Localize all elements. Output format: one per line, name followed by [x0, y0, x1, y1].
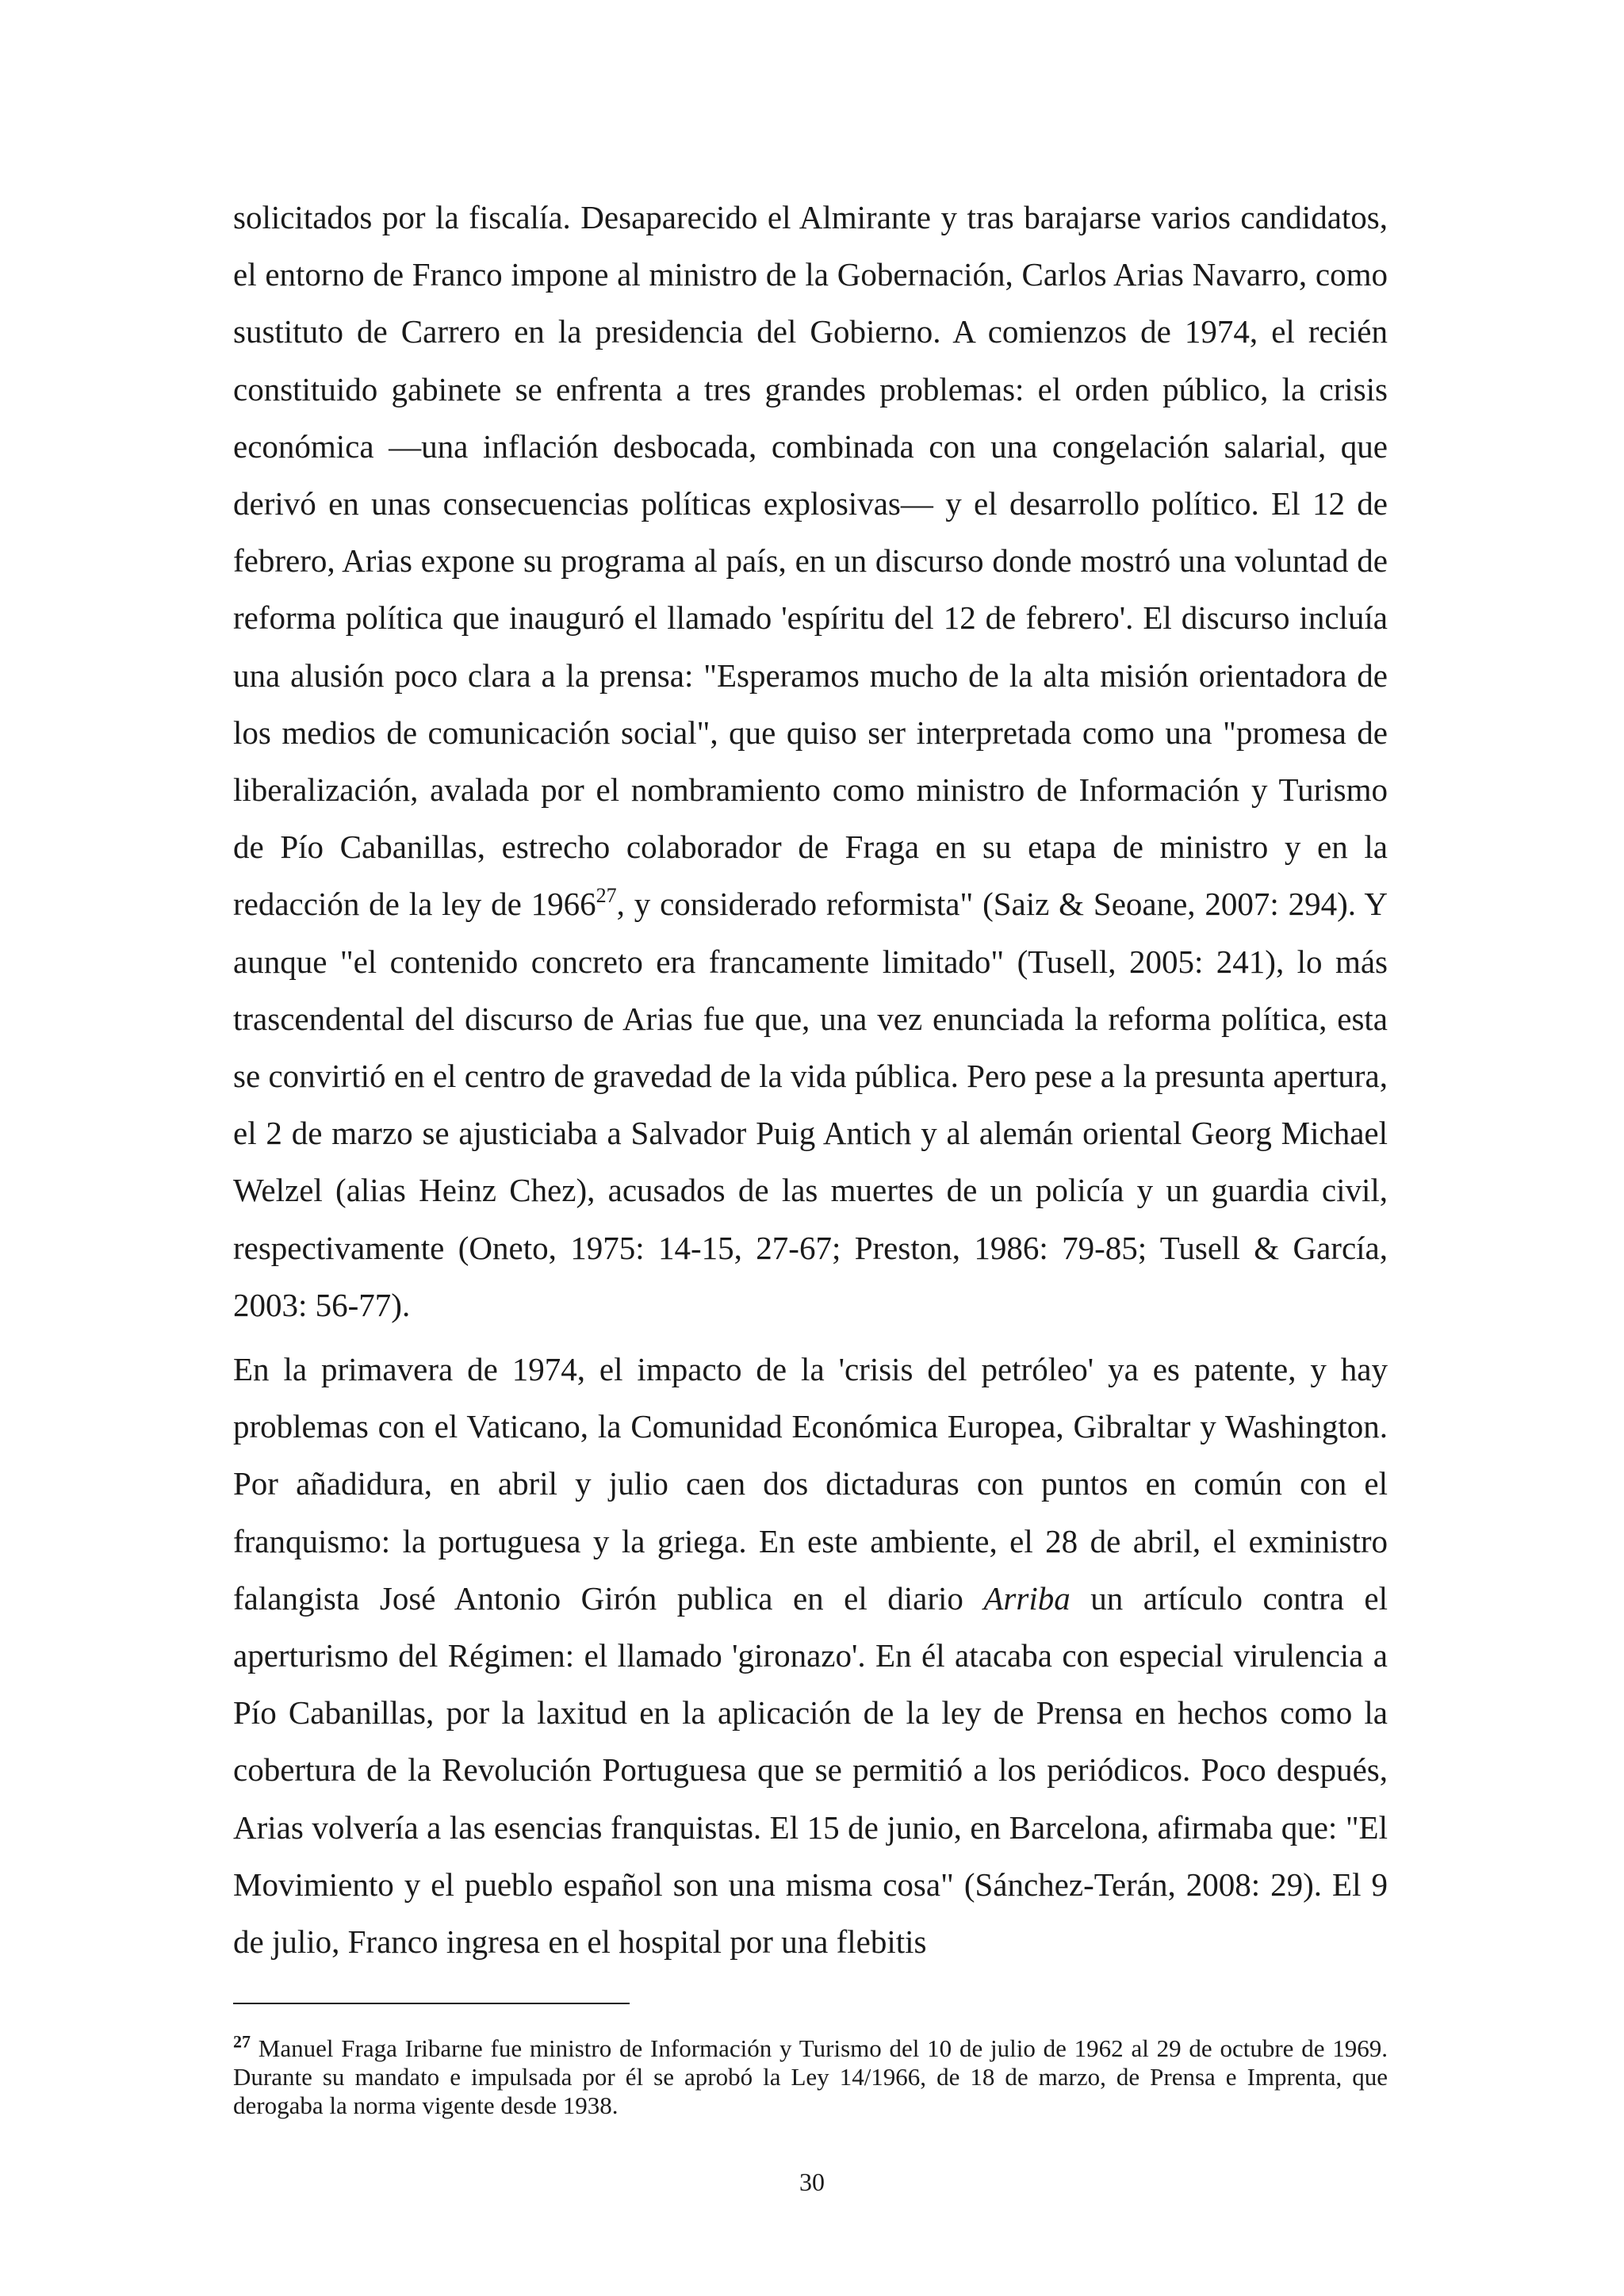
paragraph-text: un artículo contra el aperturismo del Régimen: el llamado 'gironazo'. En él atacaba con especial virulencia a Pío Cabanillas, por la laxitud en la aplicación de la ley de Prensa en hechos como la cobertura de la Revolución Portuguesa que se permitió a los periódicos. Poco después, Arias volvería a las esencias franquistas. El 15 de junio, en Barcelona, afirmaba que: "El Movimiento y el pueblo español son una misma cosa" (Sánchez-Terán, 2008: 29). El 9 de julio, Franco ingresa en el hospital por una flebitis: [233, 1579, 1388, 1961]
footnote-separator: [233, 2003, 630, 2004]
footnote-number: 27: [233, 2031, 251, 2052]
footnote: [233, 2031, 1388, 2120]
footnote-text: Manuel Fraga Iribarne fue ministro de Información y Turismo del 10 de julio de 1962 al 29 de octubre de 1969. Durante su mandato e impulsada por él se aprobó la Ley 14/1966, de 18 de marzo, de Prensa e Imprenta, que derogaba la norma vigente desde 1938.: [233, 2034, 1388, 2119]
page-number: 30: [799, 2168, 825, 2196]
paragraph: [233, 1341, 1388, 1970]
main-text: [233, 189, 1388, 1970]
paragraph-text: En la primavera de 1974, el impacto de la 'crisis del petróleo' ya es patente, y hay problemas con el Vaticano, la Comunidad Económica Europea, Gibraltar y Washington. Por añadidura, en abril y julio caen dos dictaduras con puntos en común con el franquismo: la portuguesa y la griega. En este ambiente, el 28 de abril, el exministro falangista José Antonio Girón publica en el diario: [233, 1351, 1388, 1617]
newspaper-title: Arriba: [983, 1579, 1071, 1617]
paragraph: [233, 189, 1388, 1334]
paragraph-text: , y considerado reformista" (Saiz & Seoane, 2007: 294). Y aunque "el contenido concreto era francamente limitado" (Tusell, 2005: 241), lo más trascendental del discurso de Arias fue que, una vez enunciada la reforma política, esta se convirtió en el centro de gravedad de la vida pública. Pero pese a la presunta apertura, el 2 de marzo se ajusticiaba a Salvador Puig Antich y al alemán oriental Georg Michael Welzel (alias Heinz Chez), acusados de las muertes de un policía y un guardia civil, respectivamente (Oneto, 1975: 14-15, 27-67; Preston, 1986: 79-85; Tusell & García, 2003: 56-77).: [233, 886, 1388, 1323]
footnote-reference[interactable]: 27: [596, 883, 617, 907]
paragraph-text: solicitados por la fiscalía. Desaparecido el Almirante y tras barajarse varios candidatos, el entorno de Franco impone al ministro de la Gobernación, Carlos Arias Navarro, como sustituto de Carrero en la presidencia del Gobierno. A comienzos de 1974, el recién constituido gabinete se enfrenta a tres grandes problemas: el orden público, la crisis económica —una inflación desbocada, combinada con una congelación salarial, que derivó en unas consecuencias políticas explosivas— y el desarrollo político. El 12 de febrero, Arias expone su programa al país, en un discurso donde mostró una voluntad de reforma política que inauguró el llamado 'espíritu del 12 de febrero'. El discurso incluía una alusión poco clara a la prensa: "Esperamos mucho de la alta misión orientadora de los medios de comunicación social", que quiso ser interpretada como una "promesa de liberalización, avalada por el nombramiento como ministro de Información y Turismo de Pío Cabanillas, estrecho colaborador de Fraga en su etapa de ministro y en la redacción de la ley de 1966: [233, 199, 1388, 923]
